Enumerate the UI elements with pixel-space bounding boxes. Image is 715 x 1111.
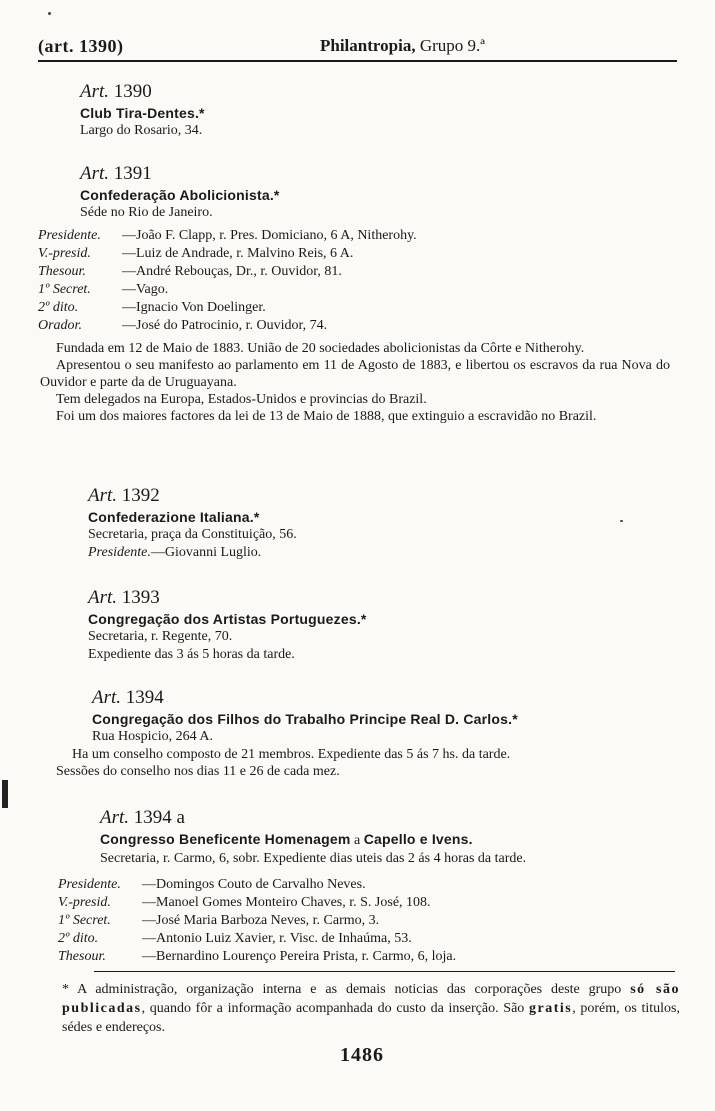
article-address: Secretaria, praça da Constituição, 56. <box>88 527 297 542</box>
running-header <box>38 36 677 62</box>
article-address: Secretaria, r. Carmo, 6, sobr. Expediente dias uteis das 2 ás 4 horas da tarde. <box>100 851 527 866</box>
officer-row: 2º dito. —Antonio Luiz Xavier, r. Visc. de Inhaúma, 53. <box>58 931 412 946</box>
president-row: Presidente.—Giovanni Luglio. <box>88 545 262 560</box>
footnote-rule <box>94 971 675 972</box>
officer-row: 2º dito. —Ignacio Von Doelinger. <box>38 300 266 315</box>
article-title: Congresso Beneficente Homenagem a Capello e Ivens. <box>100 831 473 848</box>
header-article-ref: (art. 1390) <box>38 36 124 56</box>
officer-row: 1º Secret. —Vago. <box>38 282 169 297</box>
article-1392 <box>88 484 297 562</box>
article-1391-notes <box>40 340 670 425</box>
ink-speck <box>48 12 51 15</box>
page-number: 1486 <box>340 1044 384 1066</box>
article-address: Secretaria, r. Regente, 70. <box>88 629 233 644</box>
ink-speck <box>620 520 623 522</box>
article-number: Art. 1394 <box>92 687 164 708</box>
article-number: Art. 1394 a <box>100 807 185 828</box>
article-1394a <box>100 806 526 868</box>
header-group-number: Grupo 9.ª <box>415 36 485 55</box>
article-number: Art. 1392 <box>88 485 160 506</box>
article-number: Art. 1391 <box>80 163 152 184</box>
article-number: Art. 1393 <box>88 587 160 608</box>
article-1394-notes <box>56 746 676 780</box>
officers-1394a <box>58 876 456 966</box>
officer-row: Orador. —José do Patrocinio, r. Ouvidor, 74. <box>38 318 328 333</box>
note-paragraph: Sessões do conselho nos dias 11 e 26 de cada mez. <box>56 764 340 779</box>
article-address: Rua Hospicio, 264 A. <box>92 729 213 744</box>
officer-row: Presidente. —Domingos Couto de Carvalho Neves. <box>58 877 366 892</box>
article-title: Club Tira-Dentes.* <box>80 105 205 121</box>
officer-row: V.-presid. —Luiz de Andrade, r. Malvino Reis, 6 A. <box>38 246 354 261</box>
note-paragraph: Tem delegados na Europa, Estados-Unidos e provincias do Brazil. <box>56 392 427 407</box>
article-address: Séde no Rio de Janeiro. <box>80 205 213 220</box>
article-1391 <box>80 162 280 222</box>
note-paragraph: Ha um conselho composto de 21 membros. Expediente das 5 ás 7 hs. da tarde. <box>72 747 511 762</box>
officers-1391 <box>38 227 417 335</box>
article-title: Confederação Abolicionista.* <box>80 187 280 203</box>
article-1394 <box>92 686 518 746</box>
article-1390 <box>80 80 205 140</box>
article-title: Congregação dos Artistas Portuguezes.* <box>88 611 367 627</box>
note-paragraph: Foi um dos maiores factores da lei de 13 de Maio de 1888, que extinguio a escravidão no Brazil. <box>56 409 597 424</box>
header-group <box>320 36 485 56</box>
article-1393 <box>88 586 367 664</box>
article-number: Art. 1390 <box>80 81 152 102</box>
article-address: Largo do Rosario, 34. <box>80 123 203 138</box>
officer-row: 1º Secret. —José Maria Barboza Neves, r. Carmo, 3. <box>58 913 380 928</box>
article-hours: Expediente das 3 ás 5 horas da tarde. <box>88 647 295 662</box>
header-group-name: Philantropia, <box>320 36 416 55</box>
officer-row: Thesour. —Bernardino Lourenço Pereira Prista, r. Carmo, 6, loja. <box>58 949 457 964</box>
officer-row: V.-presid. —Manoel Gomes Monteiro Chaves, r. S. José, 108. <box>58 895 431 910</box>
officer-row: Thesour. —André Rebouças, Dr., r. Ouvidor, 81. <box>38 264 342 279</box>
article-title: Confederazione Italiana.* <box>88 509 260 525</box>
margin-ink-mark <box>2 780 8 808</box>
note-paragraph: Apresentou o seu manifesto ao parlamento em 11 de Agosto de 1883, e libertou os escravos da rua Nova do Ouvidor e parte da de Uruguayana. <box>40 358 670 390</box>
footnote: * A administração, organização interna e as demais noticias das corporações deste grupo só são publicadas, quando fôr a informação acompanhada do custo da inserção. São gratis, porém, os titulos, sédes e endereços. <box>62 982 680 1035</box>
note-paragraph: Fundada em 12 de Maio de 1883. União de 20 sociedades abolicionistas da Côrte e Nitherohy. <box>56 341 585 356</box>
officer-row: Presidente. —João F. Clapp, r. Pres. Domiciano, 6 A, Nitherohy. <box>38 228 417 243</box>
article-title: Congregação dos Filhos do Trabalho Principe Real D. Carlos.* <box>92 711 518 727</box>
